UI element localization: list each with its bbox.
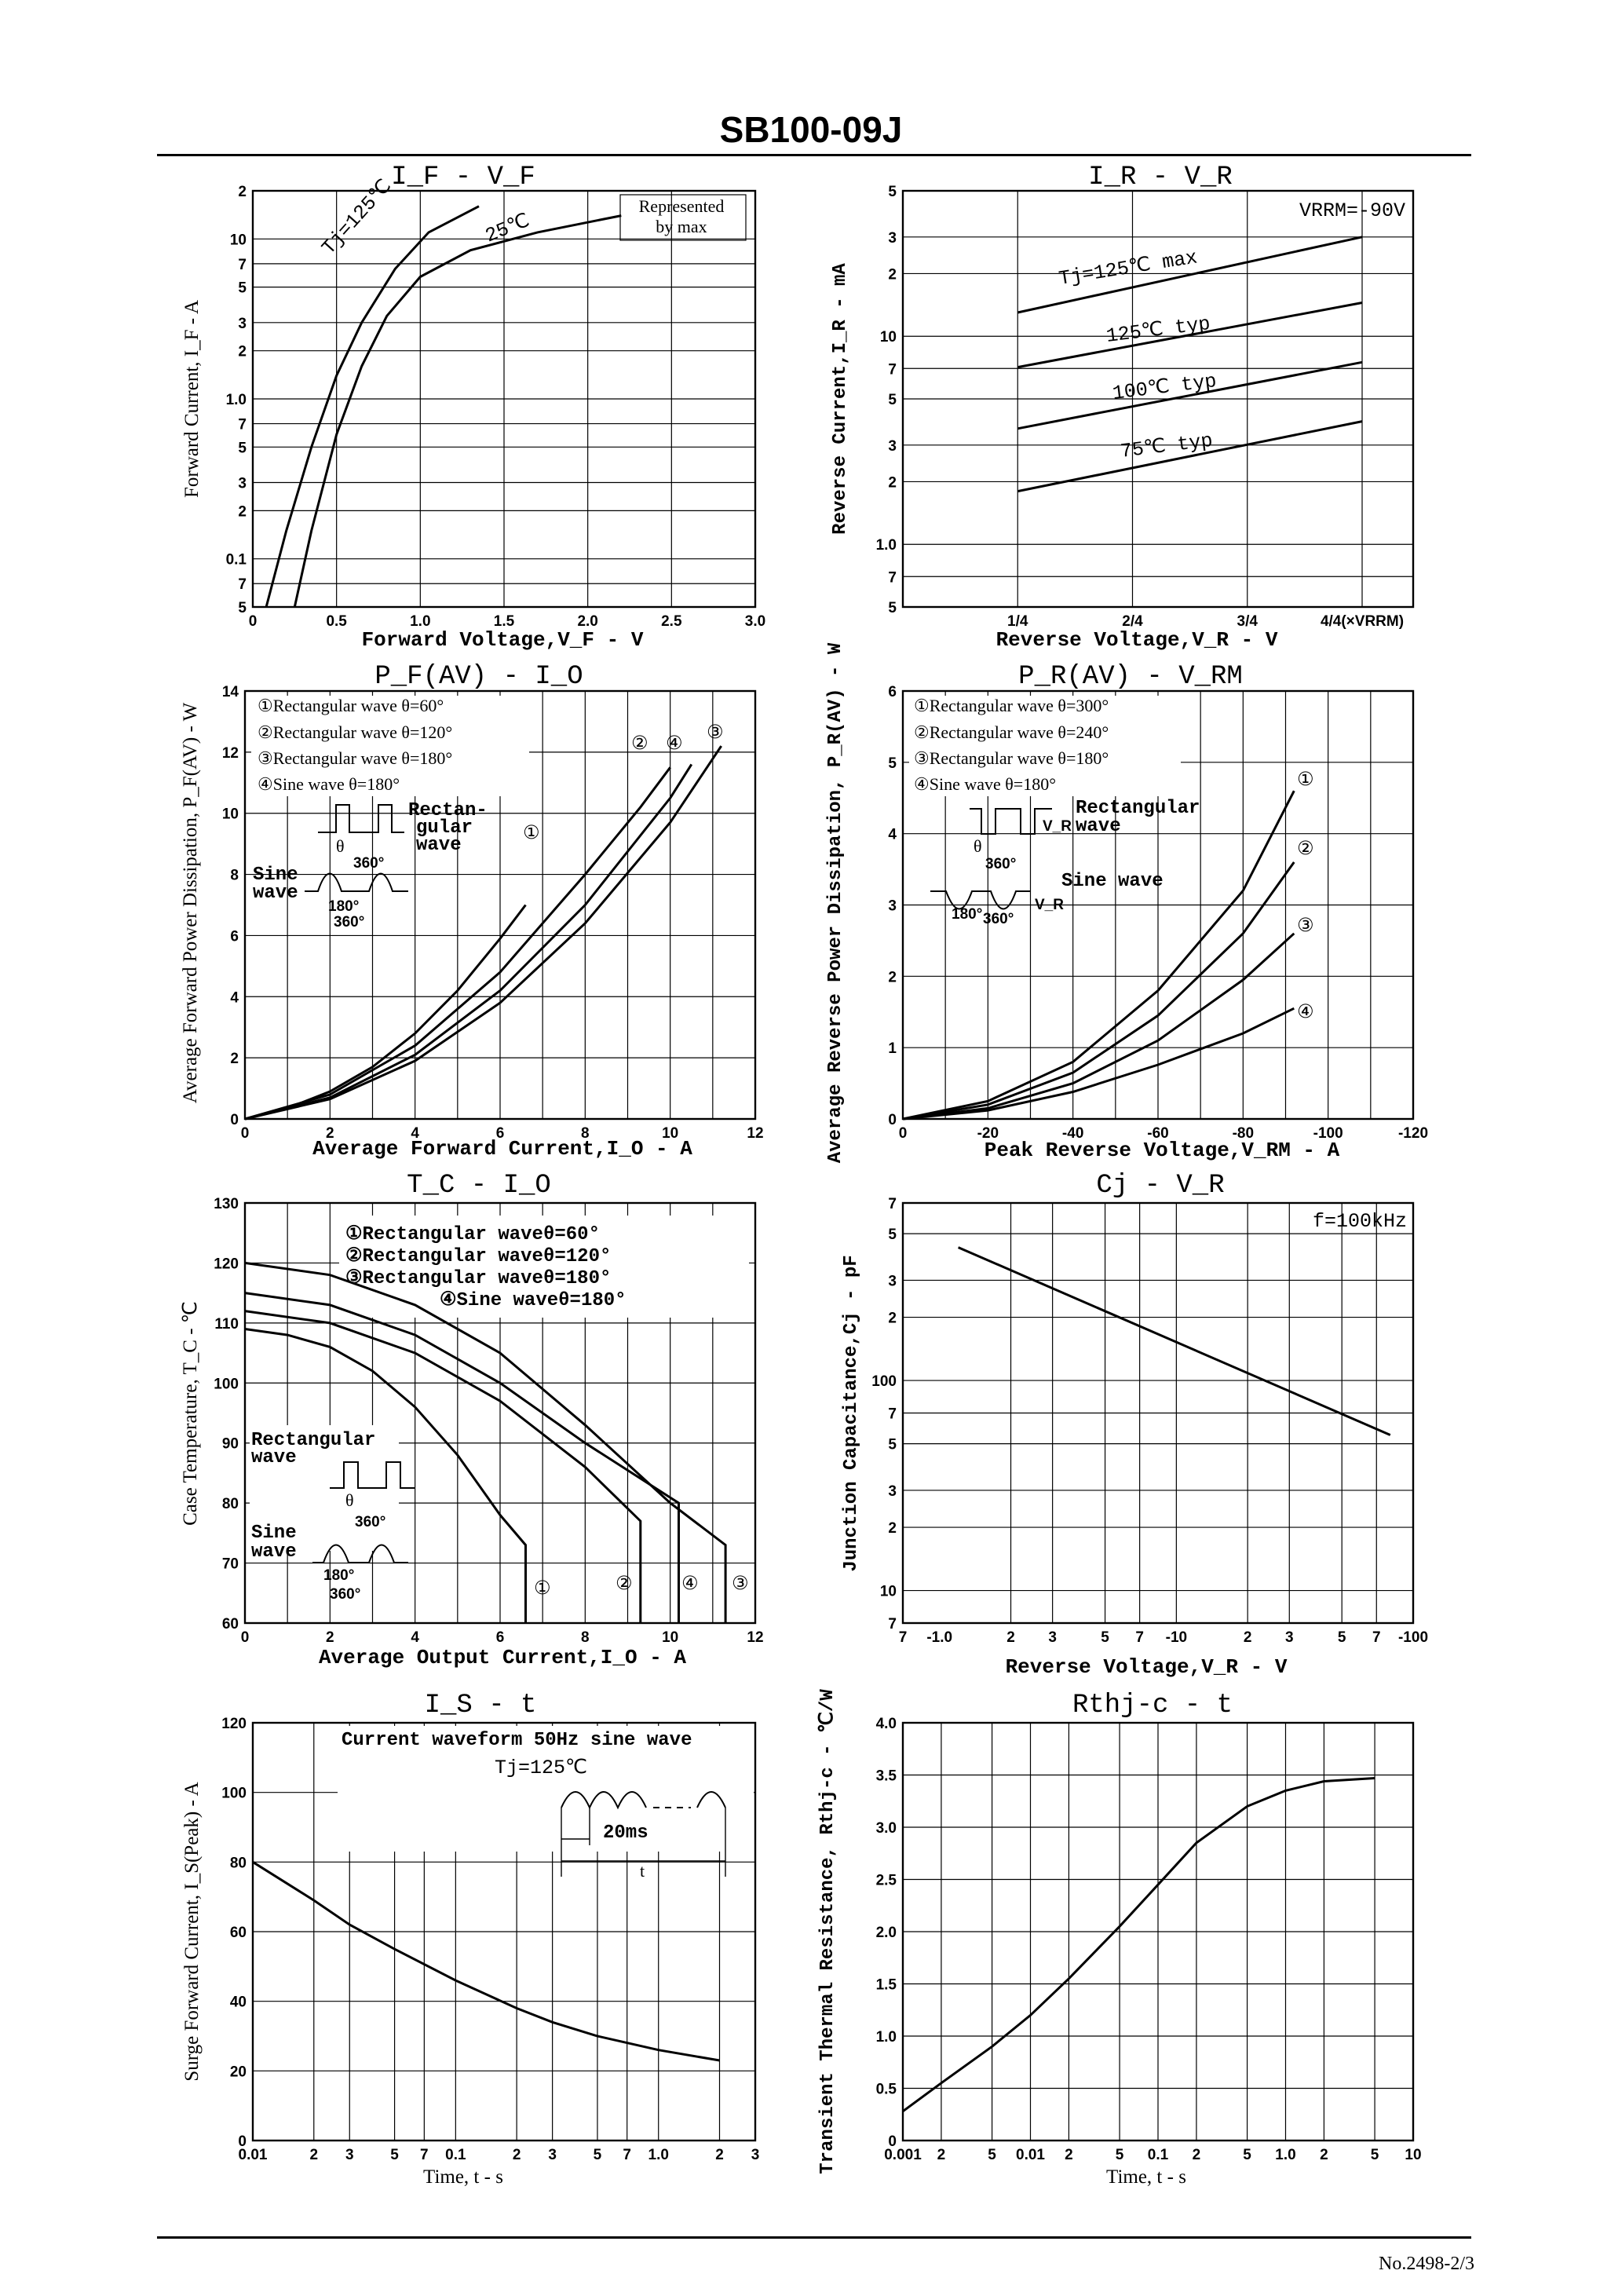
x-tick-label: 0.001 xyxy=(884,2147,922,2163)
y-tick-label: 5 xyxy=(888,184,897,200)
x-tick-label: 0.01 xyxy=(1016,2147,1045,2163)
x-tick-label: 1/4 xyxy=(1007,613,1028,630)
y-tick-label: 7 xyxy=(888,1406,897,1423)
page-title: SB100-09J xyxy=(719,109,903,150)
curve-label-25: 25℃ xyxy=(482,209,533,248)
curve-label-125-typ: 125℃ typ xyxy=(1105,312,1212,348)
x-tick-label: -100 xyxy=(1313,1125,1343,1142)
x-tick-label: 2 xyxy=(309,2147,319,2163)
y-tick-label: 70 xyxy=(221,1556,239,1573)
y-tick-label: 0 xyxy=(238,2133,247,2150)
x-tick-label: 0 xyxy=(898,1125,908,1142)
inset-label-sine-wave: wave xyxy=(253,883,298,904)
y-tick-label: 2.0 xyxy=(875,1925,897,1941)
x-tick-label: -100 xyxy=(1397,1629,1429,1646)
series-line-3 xyxy=(903,934,1294,1119)
y-tick-label: 2 xyxy=(888,1520,897,1537)
y-tick-label: 7 xyxy=(888,1196,897,1212)
x-tick-label: 10 xyxy=(662,1125,679,1142)
inset-360-sine: 360° xyxy=(334,914,365,930)
y-tick-label: 2 xyxy=(888,266,897,283)
x-axis-label: Time, t - s xyxy=(1106,2166,1186,2188)
inset-theta: θ xyxy=(974,836,982,856)
inset-label-rectangular: Rectangular xyxy=(1076,798,1200,819)
y-tick-label: 7 xyxy=(888,1616,897,1632)
y-tick-label: 14 xyxy=(221,684,239,700)
legend-item-2: ②Rectangular wave θ=240° xyxy=(914,722,1109,742)
x-tick-label: 12 xyxy=(747,1629,764,1646)
legend-item-2: ②Rectangular waveθ=120° xyxy=(345,1246,612,1267)
curve-label-125: Tj=125℃ xyxy=(317,175,396,260)
y-tick-label: 2 xyxy=(238,503,247,521)
y-tick-label: 10 xyxy=(221,806,239,823)
curve-label-3: ③ xyxy=(707,721,724,743)
y-tick-label: 7 xyxy=(238,576,247,594)
y-tick-label: 2 xyxy=(238,184,247,200)
legend-item-2: ②Rectangular wave θ=120° xyxy=(258,722,453,742)
x-tick-label: 3.0 xyxy=(744,613,766,630)
y-tick-label: 3 xyxy=(888,898,897,915)
x-tick-label: 5 xyxy=(1337,1629,1346,1646)
chart-ir-vr xyxy=(830,163,1413,652)
x-tick-label: 2 xyxy=(512,2147,521,2163)
y-tick-label: 2 xyxy=(888,969,897,986)
y-tick-label: 3 xyxy=(888,1483,897,1500)
y-tick-label: 4 xyxy=(888,826,897,843)
series-line-1 xyxy=(266,207,479,607)
legend-item-4: ④Sine wave θ=180° xyxy=(914,774,1056,794)
x-tick-label: 8 xyxy=(581,1629,590,1646)
x-tick-label: 2 xyxy=(1192,2147,1201,2163)
y-tick-label: 3 xyxy=(888,437,897,455)
y-tick-label: 5 xyxy=(888,1436,897,1453)
inset-360-rect: 360° xyxy=(353,855,385,872)
chart-rthjc-t xyxy=(817,1689,1422,2188)
waveform-inset xyxy=(930,798,1200,927)
y-tick-label: 12 xyxy=(221,744,239,762)
y-tick-label: 2 xyxy=(888,1310,897,1327)
y-tick-label: 5 xyxy=(238,440,247,457)
inset-vr-sine: V_R xyxy=(1035,897,1064,913)
curve-label-75-typ: 75℃ typ xyxy=(1119,429,1215,463)
x-axis-label: Average Output Current,I_O - A xyxy=(318,1646,687,1669)
x-tick-label: 1.0 xyxy=(648,2147,669,2163)
y-axis-label: Transient Thermal Resistance, Rthj-c - ℃/W xyxy=(817,1689,838,2174)
waveform-inset xyxy=(250,1425,415,1603)
y-tick-label: 0 xyxy=(888,2133,897,2150)
y-tick-label: 1.0 xyxy=(225,392,247,408)
x-tick-label: 3/4 xyxy=(1237,613,1258,630)
x-tick-label: -10 xyxy=(1165,1629,1188,1646)
series-line-1 xyxy=(959,1248,1390,1435)
inset-vr-rect: V_R xyxy=(1043,818,1072,835)
curve-label-1: ① xyxy=(534,1577,551,1599)
x-tick-label: 7 xyxy=(1372,1629,1381,1646)
inset-label-wave: wave xyxy=(1076,816,1121,837)
chart-cj-vr xyxy=(841,1171,1428,1679)
x-tick-label: 1.0 xyxy=(1275,2147,1296,2163)
inset-360-sine: 360° xyxy=(983,911,1014,927)
inset-360-sine: 360° xyxy=(330,1586,361,1603)
y-tick-label: 7 xyxy=(238,256,247,273)
y-tick-label: 2.5 xyxy=(875,1872,897,1889)
x-axis-label: Reverse Voltage,V_R - V xyxy=(1005,1655,1288,1679)
y-axis-label: Case Temperature, T_C - ℃ xyxy=(180,1301,201,1526)
chart-tc-io xyxy=(180,1171,764,1669)
y-tick-label: 6 xyxy=(230,928,239,945)
x-tick-label: -60 xyxy=(1147,1125,1169,1142)
x-tick-label: 7 xyxy=(420,2147,429,2163)
y-tick-label: 6 xyxy=(888,684,897,700)
chart-title: I_S - t xyxy=(424,1691,537,1720)
x-axis-label: Average Forward Current,I_O - A xyxy=(312,1137,692,1161)
y-tick-label: 0.1 xyxy=(225,551,247,569)
x-tick-label: -1.0 xyxy=(926,1629,953,1646)
legend-item-1: ①Rectangular wave θ=60° xyxy=(258,696,444,715)
y-tick-label: 3 xyxy=(238,475,247,492)
inset-180: 180° xyxy=(323,1567,355,1584)
x-axis-label: Time, t - s xyxy=(423,2166,503,2188)
x-tick-label: 5 xyxy=(1115,2147,1124,2163)
inset-180: 180° xyxy=(952,906,983,923)
x-tick-label: 7 xyxy=(623,2147,631,2163)
chart-title: I_R - V_R xyxy=(1088,163,1233,192)
tj-note: Tj=125℃ xyxy=(495,1757,588,1779)
x-tick-label: 0.1 xyxy=(1147,2147,1169,2163)
inset-180: 180° xyxy=(328,898,360,915)
x-tick-label: 5 xyxy=(390,2147,399,2163)
y-tick-label: 20 xyxy=(229,2064,247,2081)
x-tick-label: 0.1 xyxy=(445,2147,466,2163)
x-tick-label: 0.5 xyxy=(326,613,347,630)
x-tick-label: -20 xyxy=(977,1125,999,1142)
chart-title: Rthj-c - t xyxy=(1072,1691,1233,1720)
x-tick-label: 10 xyxy=(1405,2147,1422,2163)
inset-label-sine: Sine xyxy=(253,865,298,886)
x-axis-label: Forward Voltage,V_F - V xyxy=(361,628,644,652)
y-tick-label: 110 xyxy=(214,1315,239,1333)
x-tick-label: 1.5 xyxy=(493,613,515,630)
chart-title: Cj - V_R xyxy=(1096,1171,1225,1201)
x-axis-label: Peak Reverse Voltage,V_RM - A xyxy=(984,1139,1340,1162)
x-tick-label: 5 xyxy=(988,2147,996,2163)
x-tick-label: 10 xyxy=(662,1629,679,1646)
y-tick-label: 0 xyxy=(888,1112,897,1128)
rect-wave-glyph xyxy=(970,809,1052,834)
y-tick-label: 60 xyxy=(229,1925,247,1941)
x-tick-label: 5 xyxy=(593,2147,602,2163)
y-tick-label: 7 xyxy=(238,416,247,433)
x-tick-label: 0 xyxy=(240,1125,250,1142)
inset-label-wave: wave xyxy=(416,835,462,856)
x-tick-label: 1.0 xyxy=(410,613,431,630)
y-tick-label: 5 xyxy=(238,280,247,297)
inset-theta: θ xyxy=(345,1490,354,1510)
curve-label-2: ② xyxy=(631,732,648,754)
y-tick-label: 5 xyxy=(888,600,897,616)
x-tick-label: 3 xyxy=(751,2147,760,2163)
y-tick-label: 80 xyxy=(229,1855,247,1872)
x-tick-label: 3 xyxy=(1048,1629,1057,1646)
y-axis-label: Average Forward Power Dissipation, P_F(AV) - W xyxy=(180,702,201,1104)
chart-prav-vrm xyxy=(825,642,1428,1163)
chart-title: P_R(AV) - V_RM xyxy=(1018,662,1243,692)
y-tick-label: 10 xyxy=(229,232,247,249)
y-axis-label: Junction Capacitance,Cj - pF xyxy=(841,1255,862,1572)
y-tick-label: 2 xyxy=(888,474,897,492)
y-tick-label: 120 xyxy=(221,1716,247,1732)
x-tick-label: 0.01 xyxy=(238,2147,268,2163)
curve-label-2: ② xyxy=(616,1572,633,1594)
x-tick-label: 5 xyxy=(1243,2147,1251,2163)
x-tick-label: 7 xyxy=(898,1629,908,1646)
period-label: 20ms xyxy=(603,1823,648,1844)
y-tick-label: 80 xyxy=(221,1496,239,1513)
x-tick-label: 4 xyxy=(411,1125,419,1142)
waveform-inset xyxy=(253,800,488,930)
y-tick-label: 1 xyxy=(888,1040,897,1058)
x-tick-label: 12 xyxy=(747,1125,764,1142)
x-tick-label: -40 xyxy=(1061,1125,1084,1142)
series-line-4 xyxy=(903,1008,1294,1119)
y-tick-label: 100 xyxy=(871,1373,897,1391)
x-tick-label: 5 xyxy=(1370,2147,1379,2163)
y-tick-label: 3 xyxy=(888,1273,897,1290)
curve-label-4: ④ xyxy=(666,732,683,754)
y-tick-label: 3.5 xyxy=(875,1768,897,1785)
inset-label-sine-wave: wave xyxy=(251,1541,297,1563)
inset-theta: θ xyxy=(336,836,345,856)
y-tick-label: 5 xyxy=(888,1227,897,1244)
x-tick-label: 8 xyxy=(581,1125,590,1142)
y-tick-label: 100 xyxy=(221,1785,247,1802)
x-tick-label: 2 xyxy=(1320,2147,1328,2163)
curve-label-1: ① xyxy=(1297,768,1314,790)
x-tick-label: 2/4 xyxy=(1122,613,1143,630)
y-tick-label: 40 xyxy=(229,1994,247,2011)
chart-if-vf xyxy=(181,163,765,652)
x-tick-label: 0 xyxy=(248,613,258,630)
y-tick-label: 4.0 xyxy=(875,1716,897,1732)
y-tick-label: 0 xyxy=(230,1112,239,1128)
x-tick-label: -80 xyxy=(1232,1125,1255,1142)
y-tick-label: 7 xyxy=(888,569,897,587)
x-tick-label: 2 xyxy=(1065,2147,1073,2163)
curve-label-1: ① xyxy=(523,821,540,843)
x-tick-label: 3 xyxy=(548,2147,557,2163)
annotation-represented: Represented xyxy=(638,196,725,216)
y-tick-label: 2 xyxy=(230,1051,239,1068)
y-tick-label: 120 xyxy=(214,1256,239,1273)
y-tick-label: 100 xyxy=(214,1376,239,1393)
legend-item-3: ③Rectangular wave θ=180° xyxy=(258,748,453,768)
x-tick-label: 3 xyxy=(345,2147,354,2163)
x-tick-label: 2.0 xyxy=(577,613,598,630)
y-tick-label: 1.0 xyxy=(875,537,897,554)
sine-wave-glyph xyxy=(305,874,408,892)
series-line-1 xyxy=(903,1779,1375,2111)
chart-is-t xyxy=(181,1691,759,2188)
y-tick-label: 10 xyxy=(879,329,897,346)
inset-360-rect: 360° xyxy=(355,1514,386,1530)
y-tick-label: 0.5 xyxy=(875,2081,897,2098)
x-tick-label: 2 xyxy=(326,1629,334,1646)
curve-label-2: ② xyxy=(1297,837,1314,859)
chart-title: T_C - I_O xyxy=(407,1171,551,1201)
chart-title: P_F(AV) - I_O xyxy=(374,662,583,692)
legend-item-3: ③Rectangular waveθ=180° xyxy=(345,1268,612,1289)
x-tick-label: 2 xyxy=(937,2147,946,2163)
x-tick-label: 2 xyxy=(715,2147,724,2163)
annotation-by-max: by max xyxy=(656,217,707,236)
x-tick-label: 2 xyxy=(326,1125,334,1142)
frequency-annotation: f=100kHz xyxy=(1312,1210,1407,1233)
x-tick-label: 0 xyxy=(240,1629,250,1646)
y-tick-label: 1.5 xyxy=(875,1976,897,1994)
x-tick-label: 6 xyxy=(495,1629,505,1646)
y-tick-label: 130 xyxy=(214,1196,239,1212)
x-tick-label: 2 xyxy=(1006,1629,1015,1646)
y-tick-label: 3.0 xyxy=(875,1820,897,1837)
x-axis-label: Reverse Voltage,V_R - V xyxy=(995,628,1278,652)
x-tick-label: 4 xyxy=(411,1629,419,1646)
y-tick-label: 7 xyxy=(888,361,897,378)
y-tick-label: 2 xyxy=(238,343,247,360)
y-tick-label: 5 xyxy=(238,600,247,616)
legend-item-4: ④Sine waveθ=180° xyxy=(440,1290,627,1311)
y-tick-label: 3 xyxy=(888,229,897,247)
y-axis-label: Average Reverse Power Dissipation, P_R(AV) - W xyxy=(825,642,846,1164)
document-number: No.2498-2/3 xyxy=(1379,2254,1474,2274)
inset-label-sine: Sine xyxy=(251,1523,297,1544)
inset-label-gular: gular xyxy=(416,817,473,839)
y-tick-label: 10 xyxy=(879,1583,897,1600)
y-axis-label: Surge Forward Current, I_S(Peak) - A xyxy=(181,1782,203,2082)
rect-wave-glyph xyxy=(318,805,404,832)
y-tick-label: 5 xyxy=(888,755,897,772)
curve-label-125-max: Tj=125℃ max xyxy=(1057,246,1200,291)
series-line-2 xyxy=(294,216,621,607)
x-tick-label: 7 xyxy=(1135,1629,1144,1646)
inset-label-rectan: Rectan- xyxy=(408,800,488,821)
legend-item-4: ④Sine wave θ=180° xyxy=(258,774,400,794)
series-line-1 xyxy=(253,1862,720,2060)
x-tick-label: 4/4(×VRRM) xyxy=(1320,613,1405,630)
y-tick-label: 5 xyxy=(888,392,897,408)
x-tick-label: 2 xyxy=(1243,1629,1252,1646)
curve-label-4: ④ xyxy=(681,1572,699,1594)
x-tick-label: 3 xyxy=(1284,1629,1294,1646)
x-tick-label: -120 xyxy=(1397,1125,1429,1142)
y-axis-label: Forward Current, I_F - A xyxy=(181,299,203,499)
y-tick-label: 1.0 xyxy=(875,2029,897,2046)
vrrm-annotation: VRRM=-90V xyxy=(1299,199,1405,222)
waveform-note: Current waveform 50Hz sine wave xyxy=(342,1730,692,1751)
inset-label-rect-wave: wave xyxy=(251,1447,297,1468)
chart-title: I_F - V_F xyxy=(391,163,535,192)
y-tick-label: 4 xyxy=(230,989,239,1007)
legend-item-3: ③Rectangular wave θ=180° xyxy=(914,748,1109,768)
y-tick-label: 60 xyxy=(221,1616,239,1632)
y-tick-label: 90 xyxy=(221,1435,239,1453)
time-label: t xyxy=(640,1861,645,1881)
curve-label-100-typ: 100℃ typ xyxy=(1111,369,1218,405)
x-tick-label: 6 xyxy=(495,1125,505,1142)
inset-label-rectangular: Rectangular xyxy=(251,1430,376,1451)
x-tick-label: 2.5 xyxy=(661,613,682,630)
y-tick-label: 3 xyxy=(238,315,247,332)
curve-label-4: ④ xyxy=(1297,1000,1314,1022)
inset-label-sine-wave: Sine wave xyxy=(1061,871,1164,892)
y-tick-label: 8 xyxy=(230,867,239,884)
legend-item-1: ①Rectangular wave θ=300° xyxy=(914,696,1109,715)
curve-label-3: ③ xyxy=(732,1572,749,1594)
chart-pfav-io xyxy=(180,662,764,1161)
x-tick-label: 5 xyxy=(1101,1629,1109,1646)
y-axis-label: Reverse Current,I_R - mA xyxy=(830,263,851,535)
inset-360-rect: 360° xyxy=(985,856,1017,872)
curve-label-3: ③ xyxy=(1297,914,1314,936)
legend-item-1: ①Rectangular waveθ=60° xyxy=(345,1224,600,1245)
